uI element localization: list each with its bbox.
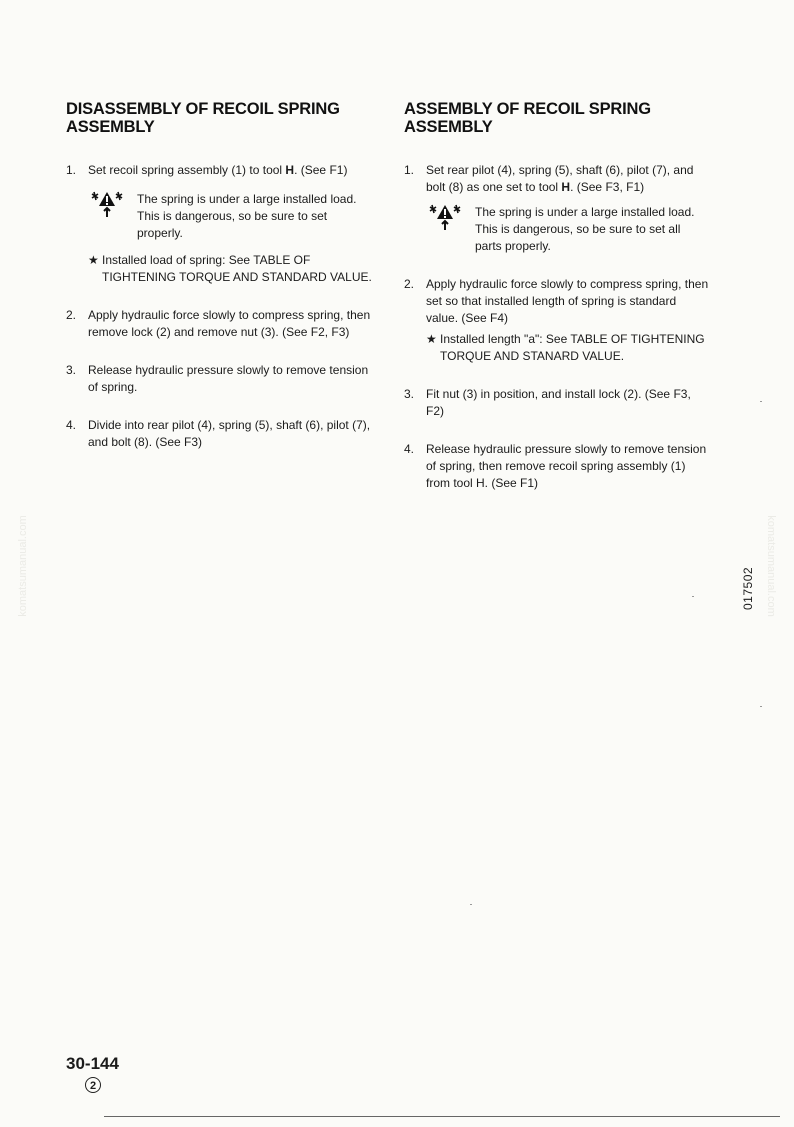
step-number: 3. bbox=[66, 363, 77, 377]
assembly-step-4 bbox=[404, 441, 710, 492]
step-number: 1. bbox=[66, 163, 77, 177]
step-text-end: . (See F1) bbox=[294, 163, 348, 177]
assembly-step-3 bbox=[404, 386, 710, 420]
disassembly-heading-line1: DISASSEMBLY OF RECOIL SPRING bbox=[66, 100, 340, 118]
assembly-heading-line2: ASSEMBLY bbox=[404, 118, 493, 136]
danger-warning-icon bbox=[428, 202, 462, 232]
disassembly-heading-line2: ASSEMBLY bbox=[66, 118, 155, 136]
step-text: Release hydraulic pressure slowly to remove tension of spring. bbox=[88, 363, 369, 394]
disassembly-step-2 bbox=[66, 307, 374, 341]
scan-speck bbox=[470, 904, 472, 905]
page-number: 30-144 bbox=[66, 1054, 119, 1073]
step-text: Apply hydraulic force slowly to compress spring, then remove lock (2) and remove nut (3). (See F2, F3) bbox=[88, 308, 371, 339]
assembly-heading-line1: ASSEMBLY OF RECOIL SPRING bbox=[404, 100, 651, 118]
assembly-heading bbox=[404, 100, 710, 136]
step-number: 4. bbox=[404, 442, 415, 456]
step-text: Divide into rear pilot (4), spring (5), shaft (6), pilot (7), and bolt (8). (See F3) bbox=[88, 418, 371, 449]
tool-label: H bbox=[285, 163, 295, 177]
disassembly-step-4 bbox=[66, 417, 374, 451]
warning-text: The spring is under a large installed load. This is dangerous, so be sure to set all parts properly. bbox=[475, 205, 695, 253]
step-text bbox=[426, 162, 710, 196]
scan-speck bbox=[692, 596, 694, 597]
note-text: Installed length "a": See TABLE OF TIGHTENING TORQUE AND STANARD VALUE. bbox=[440, 332, 705, 363]
warning-block bbox=[88, 191, 374, 242]
step-text-start: Set rear pilot (4), spring (5), shaft (6), pilot (7), and bolt (8) as one set to tool bbox=[426, 163, 694, 194]
step-number: 2. bbox=[404, 277, 415, 291]
disassembly-heading bbox=[66, 100, 374, 136]
step-number: 1. bbox=[404, 163, 415, 177]
step-text-start: Set recoil spring assembly (1) to tool bbox=[88, 163, 286, 177]
step-number: 2. bbox=[66, 308, 77, 322]
disassembly-section bbox=[66, 100, 374, 472]
step-text-end: . (See F3, F1) bbox=[570, 180, 645, 194]
disassembly-step-1 bbox=[66, 162, 374, 286]
star-note-icon: ★ bbox=[88, 253, 99, 267]
warning-text: The spring is under a large installed load. This is dangerous, so be sure to set properly. bbox=[137, 192, 357, 240]
watermark-right: komatsumanual.com bbox=[764, 515, 777, 617]
step-text: Apply hydraulic force slowly to compress spring, then set so that installed length of spring is standard value. (See F4) bbox=[426, 277, 709, 325]
note-block bbox=[426, 331, 710, 365]
warning-block bbox=[426, 204, 710, 255]
scan-speck bbox=[760, 401, 762, 402]
step-number: 3. bbox=[404, 387, 415, 401]
danger-warning-icon bbox=[90, 189, 124, 219]
step-text: Release hydraulic pressure slowly to remove tension of spring, then remove recoil spring assembly (1) from tool H. (See F1) bbox=[426, 442, 707, 490]
disassembly-steps bbox=[66, 162, 374, 451]
watermark-left: komatsumanual.com bbox=[16, 515, 29, 617]
disassembly-step-3 bbox=[66, 362, 374, 396]
step-number: 4. bbox=[66, 418, 77, 432]
document-id-text: 017502 bbox=[741, 566, 755, 610]
assembly-steps bbox=[404, 162, 710, 492]
assembly-step-1 bbox=[404, 162, 710, 255]
note-block bbox=[88, 252, 374, 286]
assembly-step-2 bbox=[404, 276, 710, 365]
step-text: Fit nut (3) in position, and install lock (2). (See F3, F2) bbox=[426, 387, 691, 418]
note-text: Installed load of spring: See TABLE OF TIGHTENING TORQUE AND STANDARD VALUE. bbox=[102, 253, 372, 284]
footer-rule bbox=[104, 1116, 780, 1117]
revision-mark: 2 bbox=[85, 1077, 101, 1093]
tool-label: H bbox=[561, 180, 571, 194]
scan-speck bbox=[760, 706, 762, 707]
step-text bbox=[88, 162, 374, 179]
assembly-section bbox=[404, 100, 710, 513]
document-id bbox=[741, 548, 755, 608]
star-note-icon: ★ bbox=[426, 332, 437, 346]
